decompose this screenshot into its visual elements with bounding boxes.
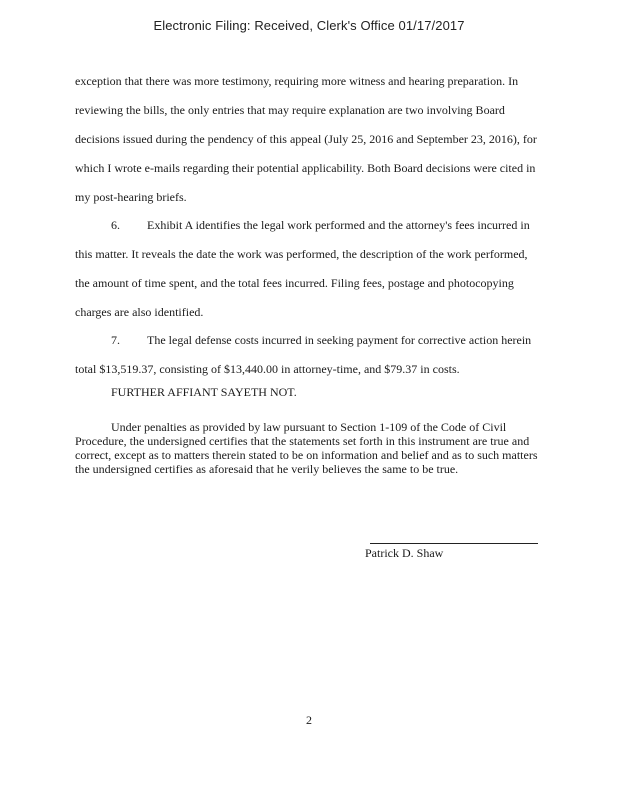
- signatory-name: Patrick D. Shaw: [365, 546, 444, 560]
- further-affiant-statement: FURTHER AFFIANT SAYETH NOT.: [111, 385, 297, 399]
- paragraph-6-line-3: the amount of time spent, and the total fees incurred. Filing fees, postage and photocopying: [75, 276, 514, 290]
- paragraph-7-first-line: The legal defense costs incurred in seeking payment for corrective action herein: [147, 333, 532, 347]
- paragraph-6-number: 6.: [111, 218, 120, 232]
- paragraph-6-line-4: charges are also identified.: [75, 305, 204, 319]
- page-number: 2: [306, 713, 312, 727]
- paragraph-6-first-line: Exhibit A identifies the legal work performed and the attorney's fees incurred in: [147, 218, 530, 232]
- paragraph-6-line-2: this matter. It reveals the date the work was performed, the description of the work performed,: [75, 247, 528, 261]
- paragraph-5-line-2: reviewing the bills, the only entries that may require explanation are two involving Board: [75, 103, 505, 117]
- paragraph-5-line-4: which I wrote e-mails regarding their potential applicability. Both Board decisions were cited in: [75, 161, 536, 175]
- certification-paragraph: Under penalties as provided by law pursuant to Section 1-109 of the Code of Civil Procedure, the undersigned certifies that the statements set forth in this instrument are true and correct, except as to matters therein stated to be on information and belief and as to such matters the undersigned certifies as aforesaid that he verily believes the same to be true.: [75, 420, 538, 476]
- paragraph-5-line-3: decisions issued during the pendency of this appeal (July 25, 2016 and September 23, 2016), for: [75, 132, 537, 146]
- paragraph-5-line-5: my post-hearing briefs.: [75, 190, 187, 204]
- filing-stamp: Electronic Filing: Received, Clerk's Office 01/17/2017: [153, 18, 465, 33]
- signature-line: [370, 543, 538, 544]
- paragraph-7-line-2: total $13,519.37, consisting of $13,440.00 in attorney-time, and $79.37 in costs.: [75, 362, 460, 376]
- paragraph-7-number: 7.: [111, 333, 120, 347]
- paragraph-5-line-1: exception that there was more testimony, requiring more witness and hearing preparation. In: [75, 74, 519, 88]
